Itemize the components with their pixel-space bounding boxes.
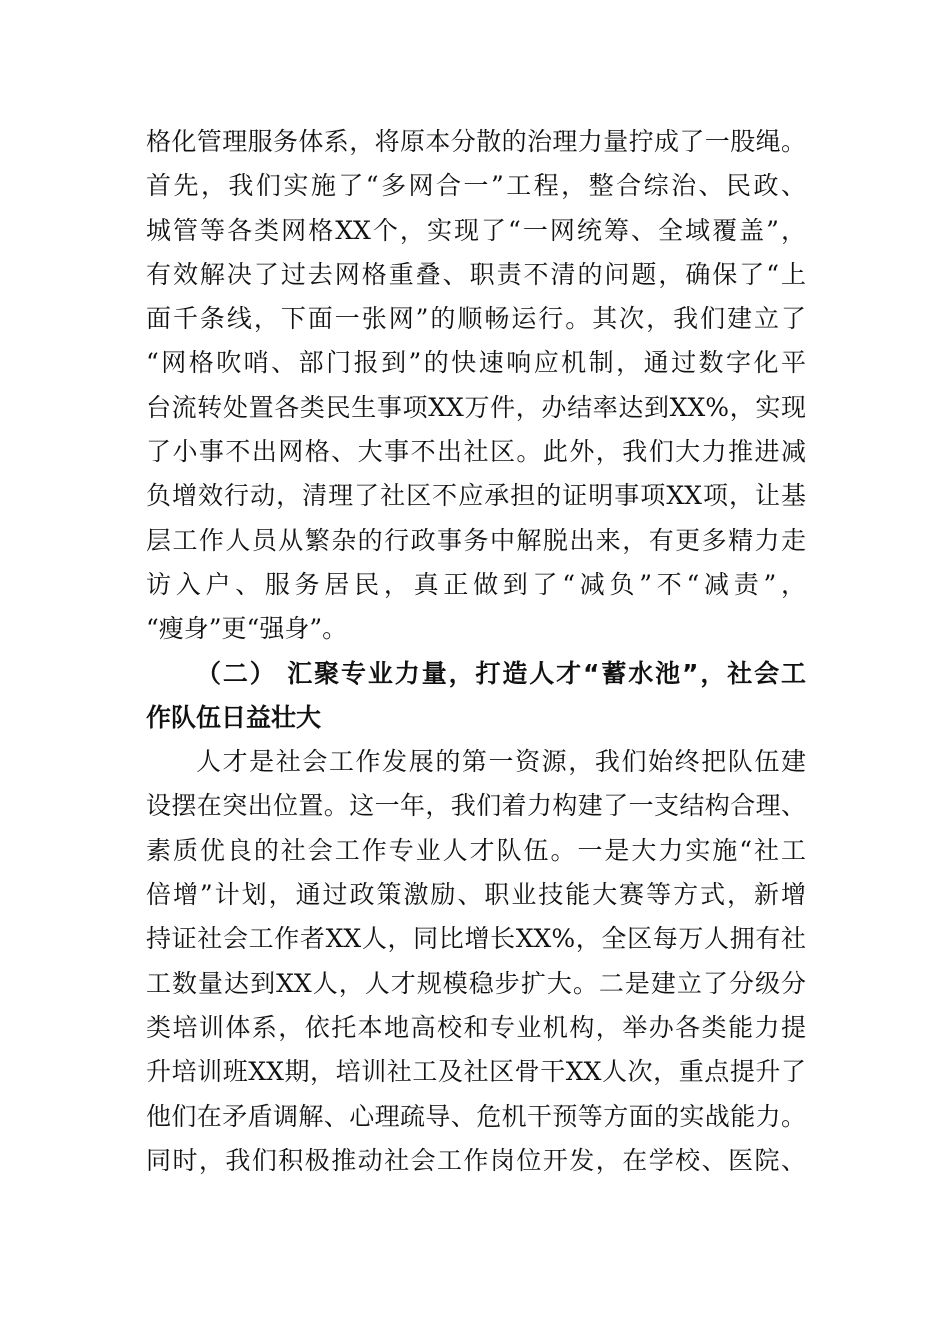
paragraph-line: 台流转处置各类民生事项XX万件，办结率达到XX%，实现 (146, 392, 806, 422)
paragraph-first-line: 人才是社会工作发展的第一资源，我们始终把队伍建 (196, 747, 806, 777)
section-heading-continuation: 作队伍日益壮大 (146, 702, 322, 732)
paragraph-line: 城管等各类网格XX个，实现了“一网统筹、全域覆盖”， (146, 215, 806, 245)
paragraph-line: 同时，我们积极推动社会工作岗位开发，在学校、医院、 (146, 1145, 806, 1175)
paragraph-line: 负增效行动，清理了社区不应承担的证明事项XX项，让基 (146, 481, 806, 511)
paragraph-line: 倍增”计划，通过政策激励、职业技能大赛等方式，新增 (146, 880, 806, 910)
paragraph-line: 格化管理服务体系，将原本分散的治理力量拧成了一股绳。 (146, 127, 806, 156)
paragraph-line: 类培训体系，依托本地高校和专业机构，举办各类能力提 (146, 1012, 806, 1042)
paragraph-line-last: “瘦身”更“强身”。 (146, 614, 348, 644)
document-body (146, 120, 806, 1183)
paragraph-line: 面千条线，下面一张网”的顺畅运行。其次，我们建立了 (146, 304, 806, 334)
paragraph-line: 了小事不出网格、大事不出社区。此外，我们大力推进减 (146, 437, 806, 467)
paragraph-line: 有效解决了过去网格重叠、职责不清的问题，确保了“上 (146, 259, 806, 289)
paragraph-line: 首先，我们实施了“多网合一”工程，整合综治、民政、 (146, 171, 806, 201)
paragraph-line: 设摆在突出位置。这一年，我们着力构建了一支结构合理、 (146, 791, 806, 821)
paragraph-line: 层工作人员从繁杂的行政事务中解脱出来，有更多精力走 (146, 525, 806, 555)
paragraph-line: 持证社会工作者XX人，同比增长XX%，全区每万人拥有社 (146, 924, 806, 954)
section-heading: （二） 汇聚专业力量，打造人才“蓄水池”，社会工 (196, 658, 806, 688)
paragraph-line: 访入户、服务居民，真正做到了“减负”不“减责”， (146, 569, 806, 599)
paragraph-line: 他们在矛盾调解、心理疏导、危机干预等方面的实战能力。 (146, 1101, 806, 1131)
paragraph-line: 工数量达到XX人，人才规模稳步扩大。二是建立了分级分 (146, 968, 806, 998)
paragraph-line: “网格吹哨、部门报到”的快速响应机制，通过数字化平 (146, 348, 806, 378)
paragraph-line: 升培训班XX期，培训社工及社区骨干XX人次，重点提升了 (146, 1057, 806, 1087)
paragraph-line: 素质优良的社会工作专业人才队伍。一是大力实施“社工 (146, 835, 806, 865)
